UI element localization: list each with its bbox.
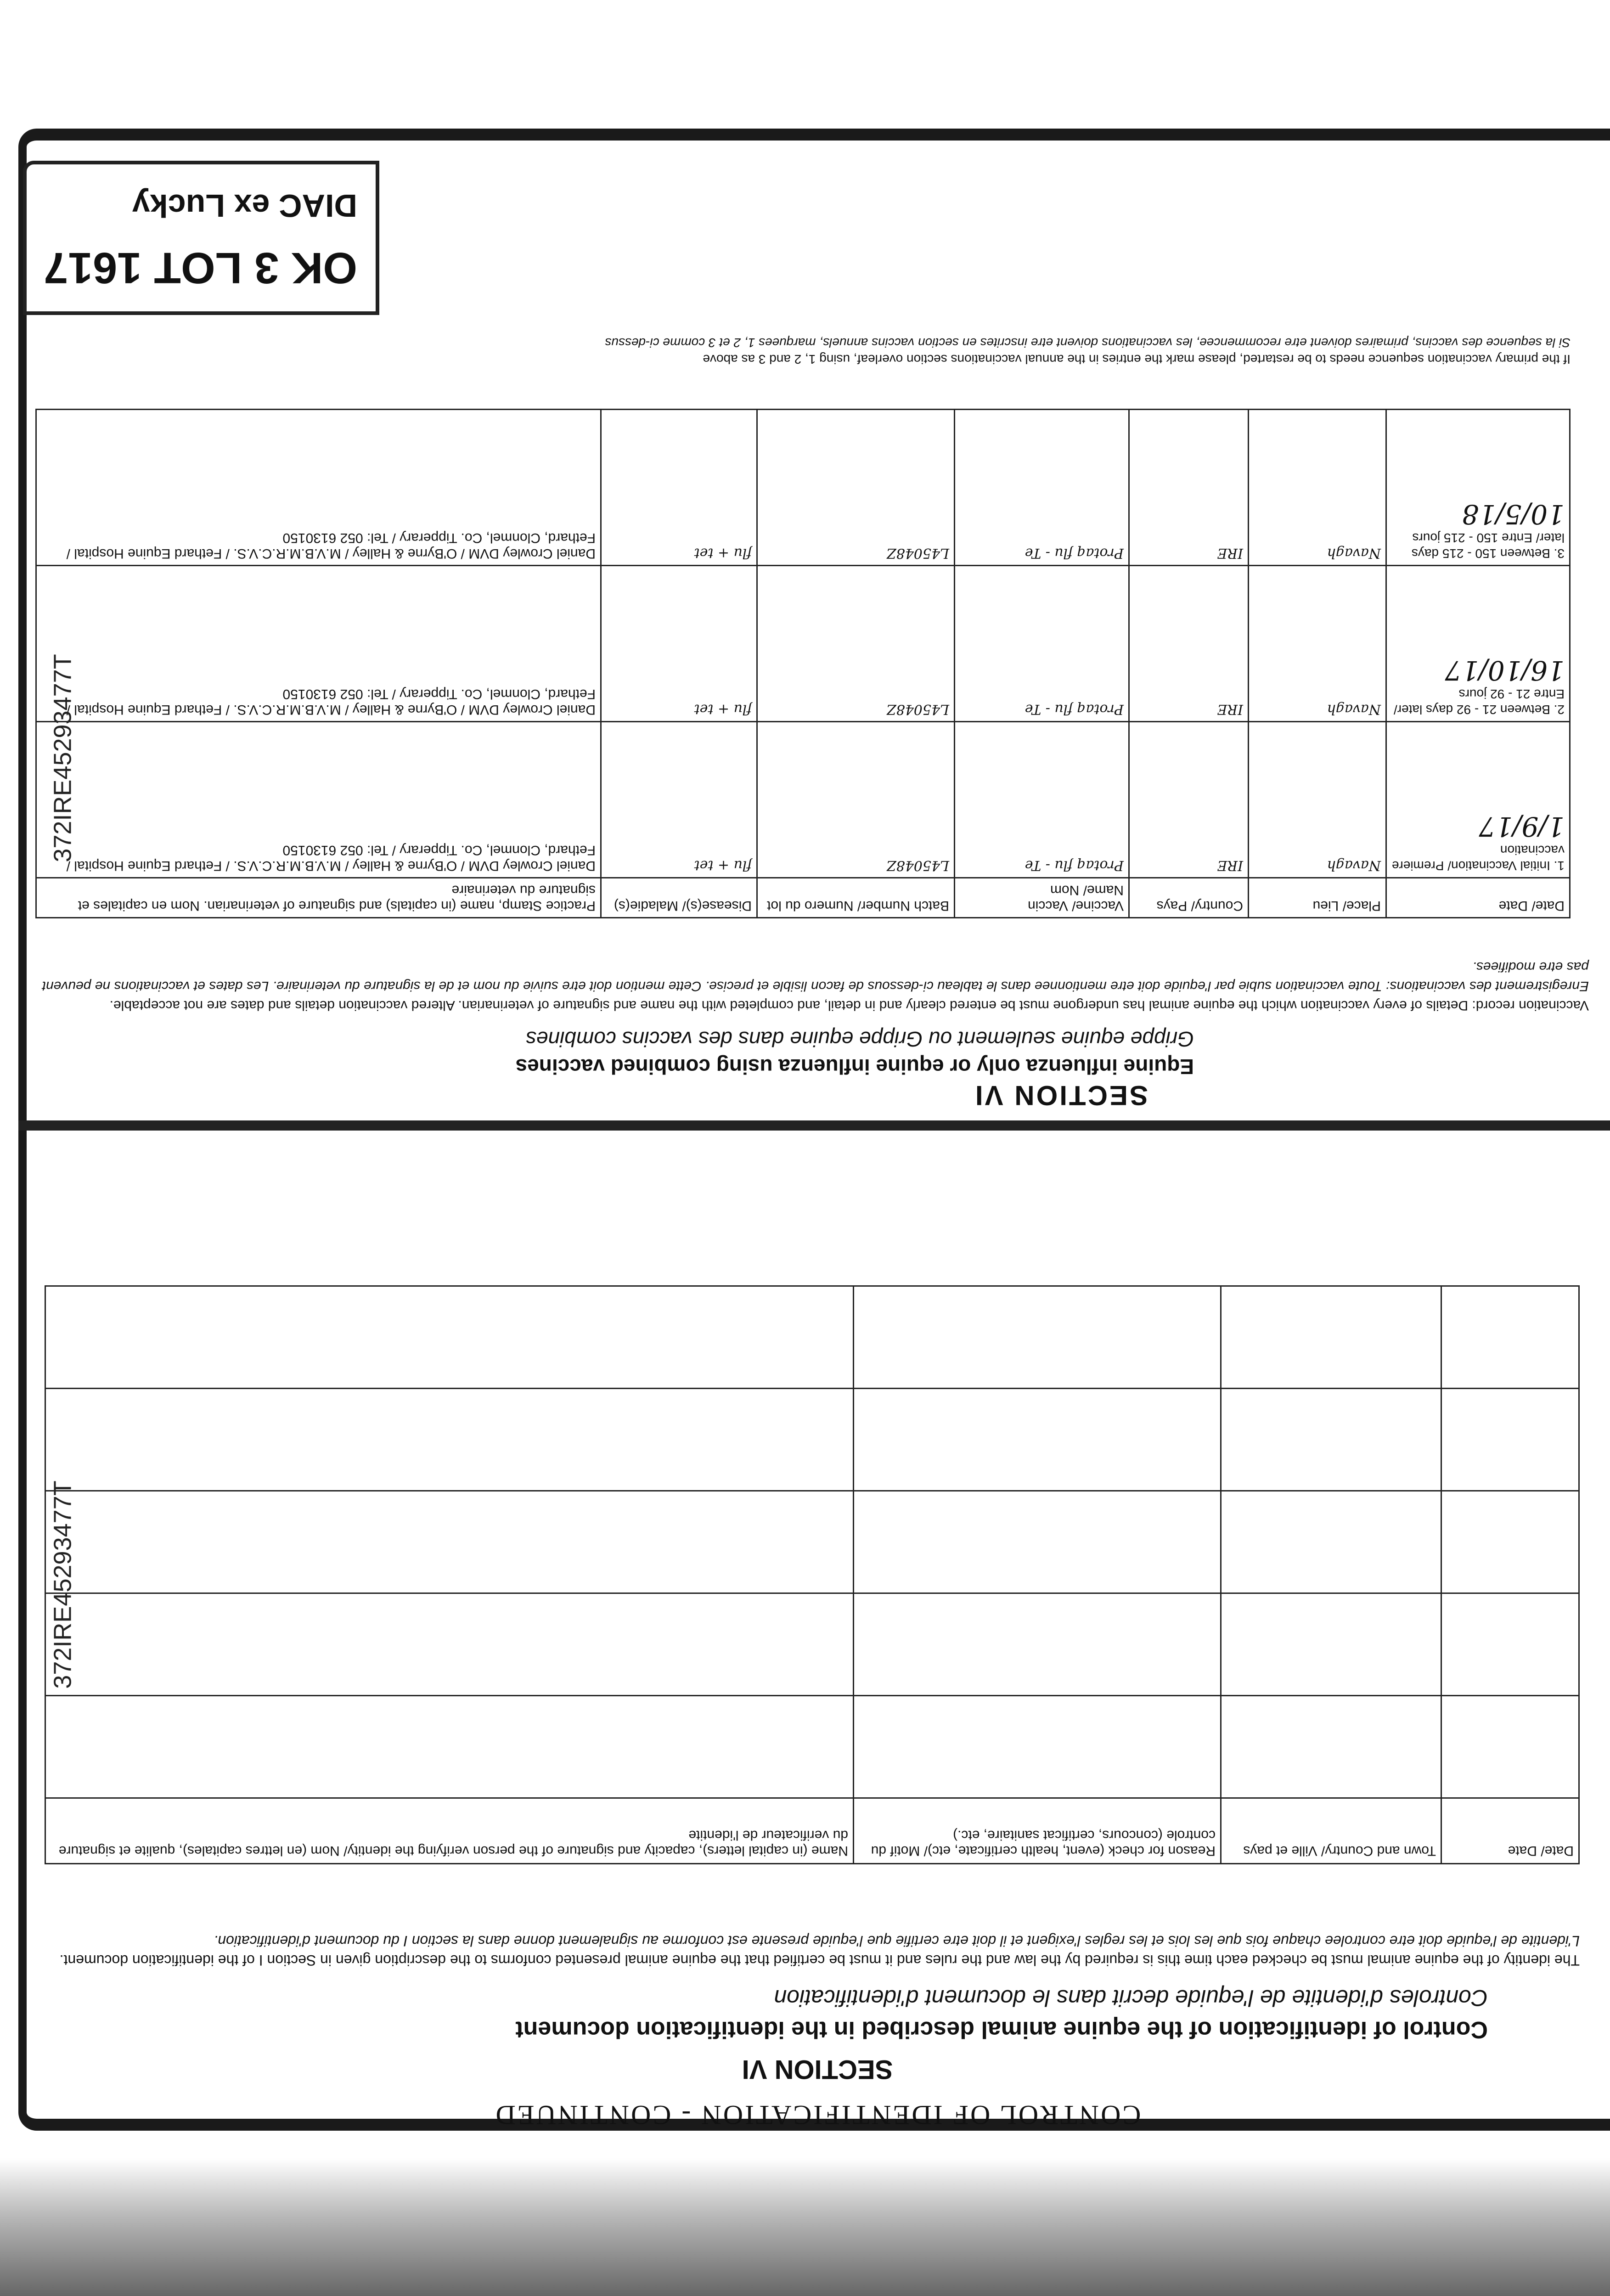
control-section-title: SECTION VI <box>742 2054 893 2084</box>
vet-stamp: Daniel Crowley DVM / O'Byrne & Halley / M.V.B.M.R.C.V.S. / Fethard Equine Hospital / Fethard, Clonmel, Co. Tipperary / Tel: 052 6130150 <box>36 722 601 878</box>
vaccination-disease: flu + tet <box>601 722 757 878</box>
vet-stamp: Daniel Crowley DVM / O'Byrne & Halley / M.V.B.M.R.C.V.S. / Fethard Equine Hospital / Fethard, Clonmel, Co. Tipperary / Tel: 052 6130150 <box>36 566 601 722</box>
vaccination-table-header <box>36 878 1570 918</box>
col-vaccine-name: Vaccine/ Vaccin Name/ Nom <box>955 878 1129 918</box>
col-reason: Reason for check (event, health certificate, etc)/ Motif du controle (concours, certificat sanitaire, etc.) <box>854 1798 1221 1864</box>
col-date: Date/ Date <box>1386 878 1570 918</box>
scan-margin-top <box>0 0 1610 119</box>
col-vet: Practice Stamp, name (in capitals) and signature of veterinarian. Nom en capitales et signature du veterinaire <box>36 878 601 918</box>
col-place: Place/ Lieu <box>1249 878 1386 918</box>
vaccination-place: Navagh <box>1249 722 1386 878</box>
control-intro <box>46 1931 1580 1970</box>
vaccination-name: Protaq flu - Te <box>955 722 1129 878</box>
vaccination-footer-fr: Si la sequence des vaccins, primaires doivent etre recommencee, les vaccinations doivent etre inscrites en section vaccins annuels, marquees 1, 2 et 3 comme ci-dessus <box>605 336 1571 350</box>
vaccination-section-title: SECTION VI <box>973 1080 1148 1111</box>
control-header: CONTROL OF IDENTIFICATION - CONTINUED <box>494 2100 1141 2130</box>
passport-id-top: 372IRE45293477T <box>49 654 77 862</box>
col-date: Date/ Date <box>1441 1798 1579 1864</box>
vaccination-intro-fr: Enregistrement des vaccinations: Toute vaccination subie par l'equide doit etre mentionnee dans le tableau ci-dessous de facon lisible et precise. Cette mention doit etre suivie du nom et de la signature du veterinaire. Les dates et vaccinations ne peuvent pas etre modifiees. <box>42 959 1589 994</box>
vaccination-date: 1. Initial Vaccination/ Premiere vaccination 1/9/17 <box>1386 722 1570 878</box>
vaccination-table <box>35 409 1571 918</box>
vaccination-disease: flu + tet <box>601 410 757 566</box>
vaccination-date: 3. Between 150 - 215 days later/ Entre 150 - 215 jours 10/5/18 <box>1386 410 1570 566</box>
control-title: Control of identification of the equine animal described in the identification document <box>515 2016 1488 2043</box>
vaccination-row <box>36 410 1570 566</box>
control-identification-page <box>28 1139 1607 2149</box>
vaccination-intro <box>37 957 1589 1015</box>
sale-lot-number: OK 3 LOT 1617 <box>44 243 357 293</box>
vaccination-country: IRE <box>1129 410 1249 566</box>
table-row <box>45 1696 1579 1798</box>
col-verifier: Name (in capital letters), capacity and signature of the person verifying the identity/ Nom (en lettres capitales), qualite et signature du verificateur de l'identite <box>45 1798 854 1864</box>
vaccination-intro-en: Vaccination record: Details of every vaccination which the equine animal has undergone must be entered clearly and in detail, and completed with the name and signature of veterinarian. Altered vaccination details and dates are not acceptable. <box>109 998 1589 1013</box>
vaccination-footer <box>37 334 1571 367</box>
vaccination-date: 2. Between 21 - 92 days later/ Entre 21 - 92 jours 16/10/17 <box>1386 566 1570 722</box>
vaccination-footer-en: If the primary vaccination sequence needs to be restarted, please mark the entries in the annual vaccinations section overleaf, using 1, 2 and 3 as above <box>703 352 1571 366</box>
control-intro-en: The identity of the equine animal must be checked each time this is required by the law and the rules and it must be certified that the equine animal presented conforms to the description given in Section I of the identification document. <box>59 1952 1580 1969</box>
vaccination-place: Navagh <box>1249 410 1386 566</box>
vaccination-heading: Equine influenza only or equine influenza using combined vaccines <box>515 1055 1194 1079</box>
col-batch: Batch Number/ Numero du lot <box>757 878 955 918</box>
vaccination-row <box>36 722 1570 878</box>
control-title-fr: Controles d'identite de l'equide decrit dans le document d'identification <box>774 1985 1488 2011</box>
sale-lot-horse: DIAC ex Lucky <box>132 188 357 224</box>
control-table <box>45 1285 1580 1864</box>
col-town: Town and Country/ Ville et pays <box>1221 1798 1441 1864</box>
control-intro-fr: L'identite de l'equide doit etre controlee chaque fois que les lois et les regles l'exigent et il doit etre certifie que l'equide presente est conforme au signalement donne dans la section I du document d'identification. <box>214 1933 1580 1949</box>
col-country: Country/ Pays <box>1129 878 1249 918</box>
vaccination-record-page <box>28 147 1607 1111</box>
control-table-header <box>45 1798 1579 1864</box>
vaccination-place: Navagh <box>1249 566 1386 722</box>
sale-lot-tag <box>23 161 379 315</box>
vaccination-row <box>36 566 1570 722</box>
col-disease: Disease(s)/ Maladie(s) <box>601 878 757 918</box>
page-fold <box>18 1120 1610 1131</box>
vet-stamp: Daniel Crowley DVM / O'Byrne & Halley / M.V.B.M.R.C.V.S. / Fethard Equine Hospital / Fethard, Clonmel, Co. Tipperary / Tel: 052 6130150 <box>36 410 601 566</box>
vaccination-country: IRE <box>1129 722 1249 878</box>
vaccination-name: Protaq flu - Te <box>955 410 1129 566</box>
table-row <box>45 1389 1579 1491</box>
passport-id-bottom: 372IRE45293477T <box>49 1480 77 1689</box>
vaccination-name: Protaq flu - Te <box>955 566 1129 722</box>
vaccination-batch: L45048Z <box>757 566 955 722</box>
vaccination-disease: flu + tet <box>601 566 757 722</box>
vaccination-batch: L45048Z <box>757 410 955 566</box>
table-row <box>45 1593 1579 1696</box>
vaccination-country: IRE <box>1129 566 1249 722</box>
scan-shadow-bottom <box>0 2158 1610 2296</box>
vaccination-heading-fr: Grippe equine seulement ou Grippe equine dans des vaccins combines <box>526 1027 1194 1051</box>
table-row <box>45 1491 1579 1593</box>
vaccination-batch: L45048Z <box>757 722 955 878</box>
table-row <box>45 1286 1579 1389</box>
